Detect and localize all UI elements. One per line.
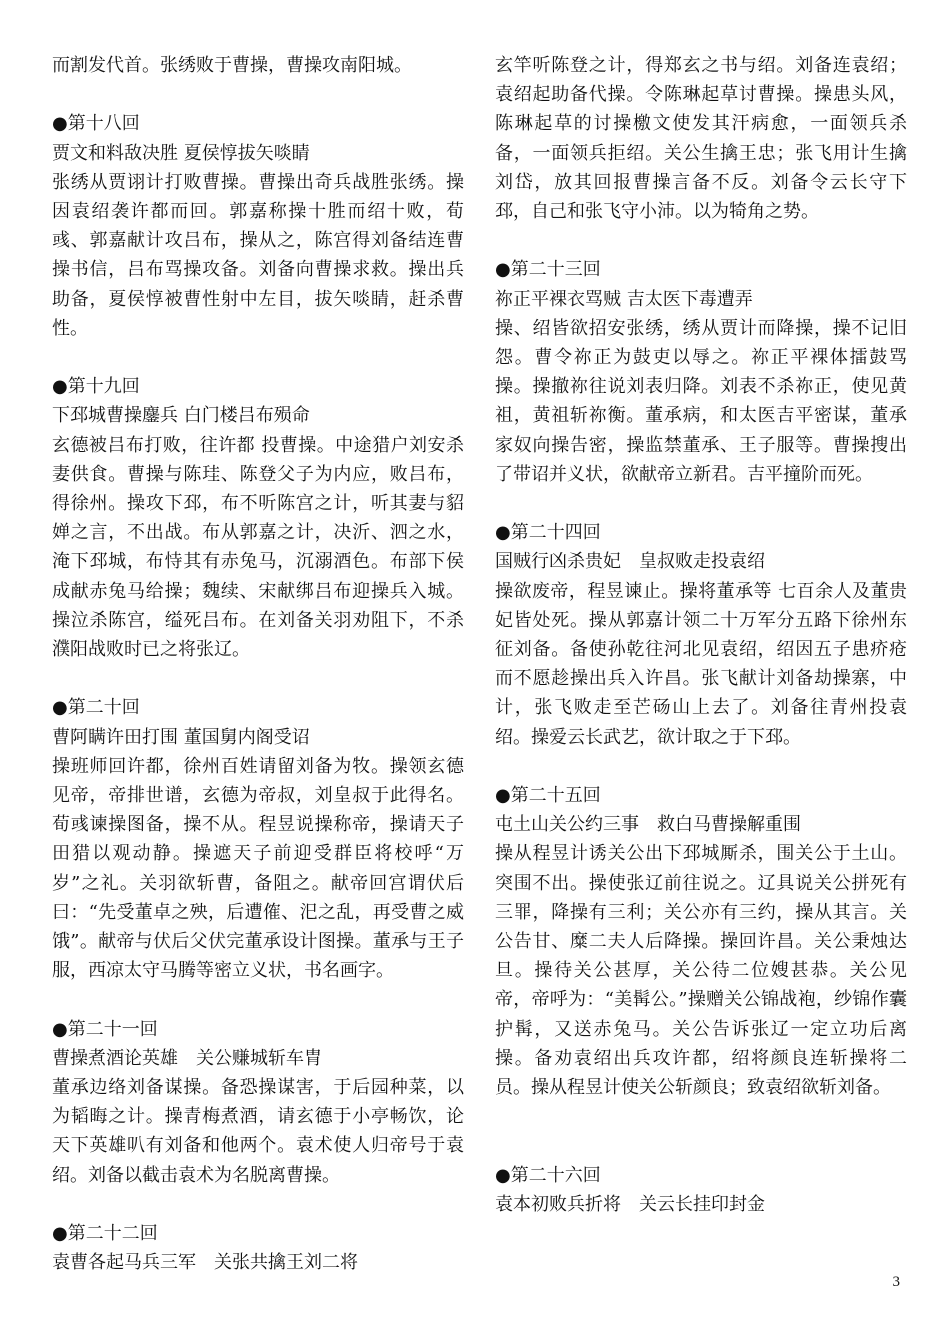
page-number: 3 [892, 1274, 900, 1290]
spacer [52, 80, 464, 109]
spacer [52, 343, 464, 372]
chapter-heading: ●第二十二回 [52, 1223, 158, 1245]
chapter-title: 袁曹各起马兵三军 关张共擒王刘二将 [52, 1252, 358, 1274]
chapter-body: 操班师回许都，徐州百姓请留刘备为牧。操领玄德见帝，帝排世谱，玄德为帝叔，刘皇叔于此得名。荀彧谏操图备，操不从。程昱说操称帝，操请天子田猎以观动静。操遮天子前迎受群臣将校呼“万岁”之礼。关羽欲斩曹，备阻之。献帝回宫谓伏后曰：“先受董卓之殃，后遭傕、汜之乱，再受曹之威饿”。献帝与伏后父伏完董承设计图操。董承与王子服，西凉太守马腾等密立义状，书名画字。 [52, 755, 464, 982]
chapter-title: 下邳城曹操鏖兵 白门楼吕布殒命 [52, 405, 310, 427]
chapter-title: 贾文和料敌决胜 夏侯惇拔矢啖睛 [52, 142, 310, 164]
chapter-body: 张绣从贾诩计打败曹操。曹操出奇兵战胜张绣。操因袁绍袭许都而回。郭嘉称操十胜而绍十败，荀彧、郭嘉献计攻吕布，操从之，陈宫得刘备结连曹操书信，吕布骂操攻备。刘备向曹操求救。操出兵助备，夏侯惇被曹性射中左目，拔矢啖睛，赶杀曹性。 [52, 171, 464, 339]
chapter-heading: ●第二十六回 [495, 1164, 601, 1186]
chapter-body: 操、绍皆欲招安张绣，绣从贾计而降操，操不记旧怨。曹令祢正为鼓吏以辱之。祢正平裸体擂鼓骂操。操撤祢往说刘表归降。刘表不杀祢正，使见黄祖，黄祖斩祢衡。董承病，和太医吉平密谋，董承家奴向操告密，操监禁董承、王子服等。曹操搜出了带诏并义状，欲献帝立新君。吉平撞阶而死。 [495, 317, 907, 485]
spacer [495, 752, 907, 781]
chapter-25 [495, 781, 907, 1102]
chapter-19 [52, 372, 464, 664]
chapter-title: 屯土山关公约三事 救白马曹操解重围 [495, 814, 801, 836]
lead-paragraph: 而割发代首。张绣败于曹操，曹操攻南阳城。 [52, 55, 412, 76]
chapter-title: 国贼行凶杀贵妃 皇叔败走投袁绍 [495, 551, 765, 573]
chapter-21 [52, 1015, 464, 1190]
right-column [495, 51, 907, 1219]
chapter-26 [495, 1161, 907, 1219]
chapter-heading: ●第十八回 [52, 113, 140, 135]
chapter-heading: ●第十九回 [52, 376, 140, 398]
chapter-title: 祢正平裸衣骂贼 吉太医下毒遭弄 [495, 288, 753, 310]
chapter-22 [52, 1219, 464, 1277]
spacer [495, 1131, 907, 1160]
chapter-body: 操欲废帝，程昱谏止。操将董承等 七百余人及董贵妃皆处死。操从郭嘉计领二十万军分五路下徐州东征刘备。备使孙乾往河北见袁绍，绍因五子患疥疮而不愿趁操出兵入许昌。张飞献计刘备劫操寨，中计，张飞败走至芒砀山上去了。刘备往青州投袁绍。操爱云长武艺，欲计取之于下邳。 [495, 580, 907, 748]
spacer [52, 1190, 464, 1219]
chapter-heading: ●第二十四回 [495, 522, 601, 544]
chapter-23 [495, 255, 907, 489]
chapter-heading: ●第二十三回 [495, 259, 601, 281]
spacer [495, 489, 907, 518]
chapter-24 [495, 518, 907, 752]
chapter-heading: ●第二十五回 [495, 785, 601, 807]
chapter-22-body: 玄竿听陈登之计，得郑玄之书与绍。刘备连袁绍；袁绍起助备代操。令陈琳起草讨曹操。操患头风，陈琳起草的讨操檄文使发其汗病愈，一面领兵杀备，一面领兵拒绍。关公生擒王忠；张飞用计生擒刘岱，放其回报曹操言备不反。刘备令云长守下邳，自己和张飞守小沛。以为犄角之势。 [495, 55, 907, 223]
chapter-heading: ●第二十回 [52, 697, 140, 719]
chapter-title: 曹操煮酒论英雄 关公赚城斩车胄 [52, 1047, 322, 1069]
chapter-title: 袁本初败兵折将 关云长挂印封金 [495, 1193, 765, 1215]
spacer [52, 985, 464, 1014]
chapter-body: 玄德被吕布打败，往许都 投曹操。中途猎户刘安杀妻供食。曹操与陈珪、陈登父子为内应，败吕布，得徐州。操攻下邳，布不听陈宫之计，听其妻与貂婵之言，不出战。布从郭嘉之计，决沂、泗之水，淹下邳城，布恃其有赤兔马，沉溺酒色。布部下侯成献赤兔马给操；魏续、宋献绑吕布迎操兵入城。操泣杀陈宫，缢死吕布。在刘备关羽劝阻下，不杀濮阳战败时已之将张辽。 [52, 434, 464, 661]
spacer [495, 226, 907, 255]
chapter-body: 操从程昱计诱关公出下邳城厮杀，围关公于土山。突围不出。操使张辽前往说之。辽具说关公拼死有三罪，降操有三利；关公亦有三约，操从其言。关公告甘、糜二夫人后降操。操回许昌。关公秉烛达旦。操待关公甚厚，关公待二位嫂甚恭。关公见帝，帝呼为：“美髯公。”操赠关公锦战袍，纱锦作囊护髯，又送赤兔马。关公告诉张辽一定立功后离操。备劝袁绍出兵攻许都，绍将颜良连斩操将二员。操从程昱计使关公斩颜良；致袁绍欲斩刘备。 [495, 843, 907, 1099]
chapter-18 [52, 109, 464, 343]
chapter-body: 董承边络刘备谋操。备恐操谋害，于后园种菜，以为韬晦之计。操青梅煮酒，请玄德于小亭畅饮，论天下英雄叭有刘备和他两个。袁术使人归帝号于袁绍。刘备以截击袁术为名脱离曹操。 [52, 1077, 464, 1186]
spacer [52, 664, 464, 693]
chapter-heading: ●第二十一回 [52, 1018, 158, 1040]
chapter-title: 曹阿瞒许田打围 董国舅内阁受诏 [52, 726, 310, 748]
spacer [495, 1102, 907, 1131]
chapter-20 [52, 693, 464, 985]
left-column [52, 51, 464, 1277]
